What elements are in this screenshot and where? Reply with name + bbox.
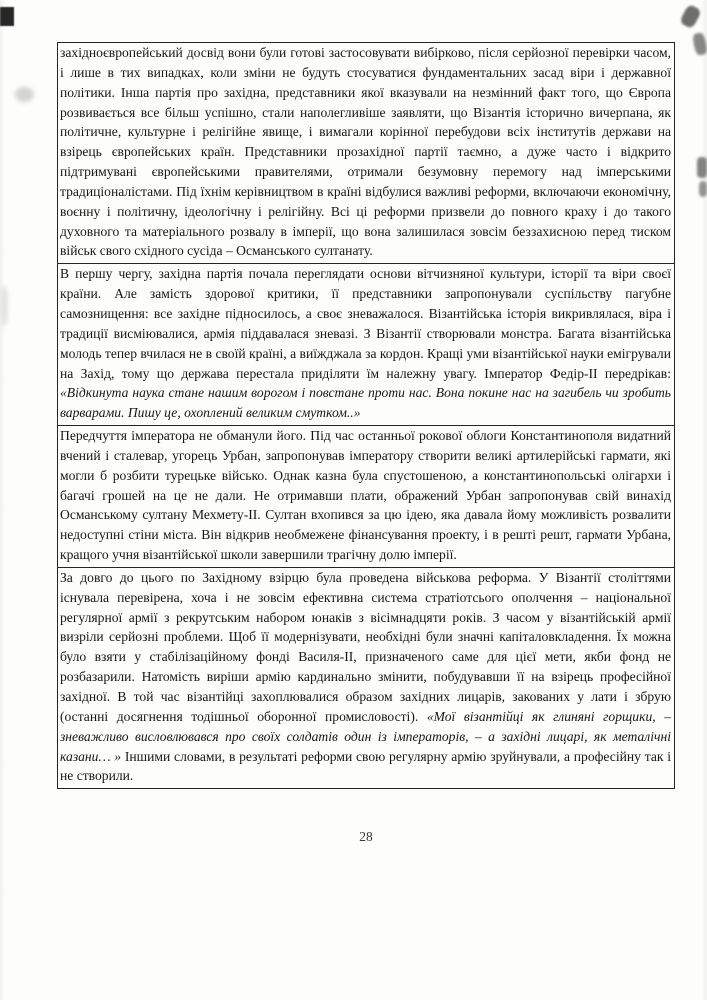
scan-edge-shade-right xyxy=(701,0,707,1000)
scan-artifact-left-smudge-2 xyxy=(0,286,8,326)
emperor-quote: «Відкинута наука стане нашим ворогом і повстане проти нас. Вона покине нас на загибель чи зробить варварами. Пишу це, охоплений великим смутком..» xyxy=(60,385,671,421)
page-number: 28 xyxy=(359,829,373,844)
paragraph-text: За довго до цього по Західному взірцю була проведена військова реформа. У Візантії століттями існувала перевірена, хоча і не зовсім ефективна система стратіотсього ополчення – національної регулярної армії з рекрутським набором юнаків з вісімнадцяти років. З часом у візантійській армії визріли серйозні проблеми. Щоб її модернізувати, необхідні були значні капіталовкладення. Їх можна було взяти у стабілізаційному фонді Василя-II, призначеного саме для цієї мети, якби фонд не розбазарили. Натомість виріши армію кардинально змінити, побудувавши її на взірець професійної західної. В той час візантійці захоплювалися образом західних лицарів, закованих у лати і збрую (останні досягнення тодішньої оборонної промисловості). xyxy=(60,569,671,724)
scan-artifact-left-smudge xyxy=(15,87,34,102)
scan-edge-shade-left xyxy=(0,0,5,1000)
scan-artifact-right-blob-2 xyxy=(699,181,707,197)
paragraph-text: В першу чергу, західна партія почала переглядати основи вітчизняної культури, історії та віри своєї країни. Але замість здорової критики, її представники запропонували суспільству пагубне самознищення: все західне підносилось, а своє зневажалося. Візантійська історія викривлялася, віра і традиції висміювалися, армія піддавалася зневазі. З Візантії створювали монстра. Багата візантійська молодь тепер вчилася не в своїй країні, а виїжджала за кордон. Кращі уми візантійської науки емігрували на Захід, тому що держава перестала приділяти їм належну увагу. Імператор Федір-II передрікав: xyxy=(60,266,671,381)
paragraph-western-party-reforms xyxy=(57,42,675,264)
paragraph-text: Іншими словами, в результаті реформи свою регулярну армію зруйнували, а професійну так і не створили. xyxy=(60,748,671,784)
document-body xyxy=(57,42,675,789)
scan-artifact-top-right-mark-2 xyxy=(692,32,707,56)
scan-artifact-top-left-mark xyxy=(0,7,14,26)
paragraph-culture-revision xyxy=(57,263,675,426)
paragraph-urban-cannons xyxy=(57,425,675,568)
soldiers-quote: «Мої візантійці як глиняні горщики, – зневажливо висловлювався про своїх солдатів один із імператорів, – а західні лицарі, як металічні казани… » xyxy=(60,708,671,764)
paragraph-text: Передчуття імператора не обманули його. Під час останньої рокової облоги Константинополя видатний вчений і сталевар, угорець Урбан, запропонував імператору створити великі артилерійські гармати, які могли б розбити турецьке військо. Однак казна була спустошеною, а константинопольські олігархи і багачі грошей на це не дали. Не отримавши плати, ображений Урбан запропонував свій винахід Османському султану Мехмету-II. Султан вхопився за цю ідею, яка давала йому можливість розвалити недоступні стіни міста. Він відкрив необмежене фінансування проекту, і в решті решт, гармати Урбана, кращого учня візантійської школи завершили трагічну долю імперії. xyxy=(60,428,671,563)
scan-artifact-right-blob-1 xyxy=(697,157,707,178)
scan-artifact-top-right-mark-1 xyxy=(679,4,702,30)
paragraph-text: західноєвропейський досвід вони були готові застосовувати вибірково, після серйозної перевірки часом, і лише в тих випадках, коли зміни не будуть стосуватися фундаментальних засад віри і державної політики. Інша партія про західна, представники якої вказували на незмінний факт того, що Європа розвивається все більш успішно, стали наполегливіше заявляти, що Візантія історично вичерпана, як політичне, культурне і релігійне явище, і вимагали корінної перебудови всіх інститутів держави на взірець європейських країн. Представники прозахідної партії таємно, а дуже часто і відкрито підтримувані європейськими правителями, отримали безумовну перемогу над імперськими традиціоналістами. Під їхнім керівництвом в країні відбулися важливі реформи, включаючи економічну, воєнну і політичну, ідеологічну і релігійну. Всі ці реформи призвели до повного краху і до такого духовного та матеріального розвалу в імперії, що вона залишилася зовсім беззахисною перед тиском військ свого східного сусіда – Османського султанату. xyxy=(60,45,671,259)
paragraph-military-reform xyxy=(57,567,675,789)
